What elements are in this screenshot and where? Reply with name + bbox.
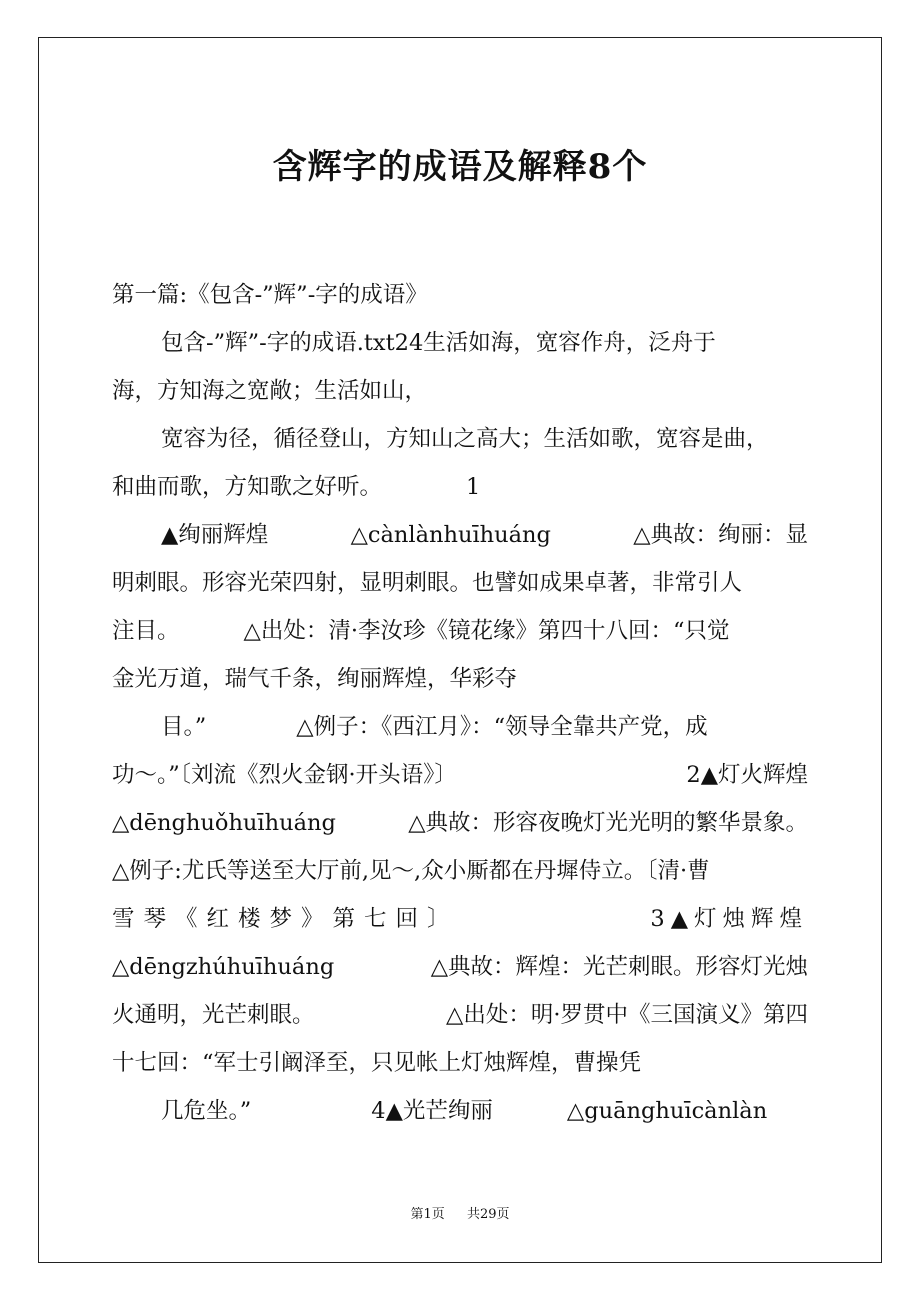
page-number-marker: 1	[466, 474, 481, 500]
text-segment: 火通明，光芒刺眼。	[112, 1002, 315, 1028]
idiom-heading: 4▲光芒绚丽	[371, 1098, 493, 1124]
text-line	[161, 511, 808, 559]
text-segment: 雪琴《红楼梦》第七回〕	[112, 906, 459, 932]
text-line	[161, 703, 808, 751]
text-segment: 和曲而歌，方知歌之好听。	[112, 474, 383, 500]
text-line	[112, 895, 808, 943]
text-line	[112, 799, 808, 847]
explanation-label: △典故：辉煌：光芒刺眼。形容灯光烛	[430, 954, 808, 980]
source-label: △出处：清·李汝珍《镜花缘》第四十八回：“只觉	[243, 618, 730, 644]
pinyin: △guānghuīcànlàn	[566, 1098, 768, 1124]
pinyin: △dēnghuǒhuīhuáng	[112, 810, 336, 836]
idiom-heading: 2▲灯火辉煌	[686, 762, 808, 788]
text-segment: 目。”	[161, 714, 207, 740]
page-footer	[0, 1205, 920, 1225]
text-line	[112, 991, 808, 1039]
text-line: 宽容为径，循径登山，方知山之高大；生活如歌，宽容是曲，	[161, 426, 769, 452]
text-line: 海，方知海之宽敞；生活如山，	[112, 378, 428, 404]
source-label: △出处：明·罗贯中《三国演义》第四	[446, 1002, 808, 1028]
document-title: 含辉字的成语及解释8个	[272, 147, 648, 187]
text-line	[112, 463, 808, 511]
page-label: 第1页	[410, 1207, 445, 1222]
pinyin: △cànlànhuīhuáng	[350, 522, 551, 548]
pinyin: △dēngzhúhuīhuáng	[112, 954, 335, 980]
idiom-heading: ▲绚丽辉煌	[161, 522, 269, 548]
idiom-heading: 3▲灯烛辉煌	[650, 906, 808, 932]
text-line: 包含-”辉”-字的成语.txt24生活如海，宽容作舟，泛舟于	[161, 330, 716, 356]
text-line: 金光万道，瑞气千条，绚丽辉煌，华彩夺	[112, 666, 518, 692]
total-pages-label: 共29页	[467, 1207, 510, 1222]
section-heading: 第一篇:《包含-”辉”-字的成语》	[112, 282, 428, 308]
text-line: 明刺眼。形容光荣四射，显明刺眼。也譬如成果卓著，非常引人	[112, 570, 743, 596]
text-line	[112, 943, 808, 991]
text-segment: 功～。”〔刘流《烈火金钢·开头语》〕	[112, 762, 457, 788]
text-line	[112, 751, 808, 799]
text-line: 十七回：“军士引阚泽至，只见帐上灯烛辉煌，曹操凭	[112, 1050, 642, 1076]
text-line	[161, 1087, 808, 1135]
explanation-label: △典故：形容夜晚灯光光明的繁华景象。	[408, 810, 808, 836]
text-line: △例子:尤氏等送至大厅前,见～,众小厮都在丹墀侍立。〔清·曹	[112, 858, 710, 884]
explanation-label: △典故：绚丽：显	[633, 522, 809, 548]
text-segment: 几危坐。”	[161, 1098, 252, 1124]
text-segment: 注目。	[112, 618, 180, 644]
example-label: △例子：《西江月》：“领导全靠共产党，成	[296, 714, 708, 740]
text-line	[112, 607, 808, 655]
